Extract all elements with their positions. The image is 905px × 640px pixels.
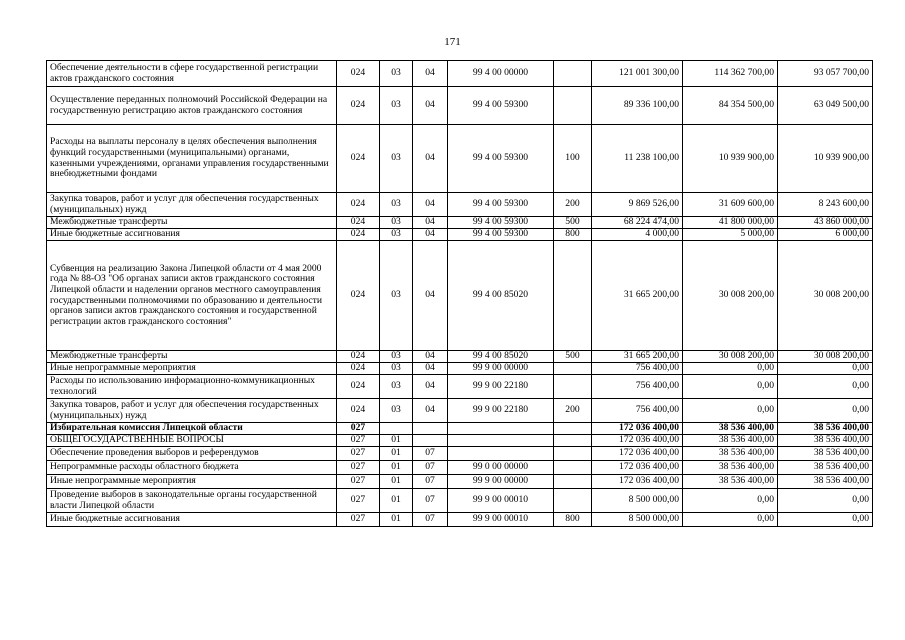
section-code-cell: 03 [380, 375, 413, 399]
expense-type-cell: 800 [554, 229, 592, 241]
budget-table [46, 60, 873, 527]
row-name-cell: ОБЩЕГОСУДАРСТВЕННЫЕ ВОПРОСЫ [47, 435, 337, 447]
subsection-code-cell: 04 [413, 375, 448, 399]
ministry-code-cell: 024 [337, 363, 380, 375]
table-row [47, 193, 873, 217]
ministry-code-cell: 024 [337, 241, 380, 351]
amount-year2-cell: 0,00 [683, 489, 778, 513]
expense-type-cell [554, 489, 592, 513]
table-row [47, 447, 873, 461]
subsection-code-cell: 07 [413, 489, 448, 513]
target-article-cell: 99 9 00 00000 [448, 363, 554, 375]
amount-year3-cell: 38 536 400,00 [778, 461, 873, 475]
amount-year3-cell: 0,00 [778, 513, 873, 527]
amount-year2-cell: 0,00 [683, 375, 778, 399]
expense-type-cell [554, 435, 592, 447]
table-row [47, 513, 873, 527]
table-row [47, 475, 873, 489]
ministry-code-cell: 024 [337, 229, 380, 241]
target-article-cell [448, 423, 554, 435]
amount-year3-cell: 0,00 [778, 363, 873, 375]
amount-year3-cell: 30 008 200,00 [778, 241, 873, 351]
amount-year1-cell: 68 224 474,00 [592, 217, 683, 229]
subsection-code-cell: 07 [413, 461, 448, 475]
amount-year1-cell: 172 036 400,00 [592, 447, 683, 461]
ministry-code-cell: 024 [337, 193, 380, 217]
target-article-cell: 99 9 00 00010 [448, 513, 554, 527]
expense-type-cell [554, 61, 592, 87]
amount-year1-cell: 756 400,00 [592, 399, 683, 423]
subsection-code-cell: 07 [413, 475, 448, 489]
amount-year2-cell: 0,00 [683, 363, 778, 375]
subsection-code-cell: 04 [413, 61, 448, 87]
table-row [47, 375, 873, 399]
subsection-code-cell: 07 [413, 447, 448, 461]
row-name-cell: Иные бюджетные ассигнования [47, 229, 337, 241]
amount-year3-cell: 38 536 400,00 [778, 423, 873, 435]
ministry-code-cell: 024 [337, 351, 380, 363]
table-row [47, 87, 873, 125]
ministry-code-cell: 027 [337, 435, 380, 447]
amount-year1-cell: 172 036 400,00 [592, 475, 683, 489]
ministry-code-cell: 024 [337, 125, 380, 193]
row-name-cell: Избирательная комиссия Липецкой области [47, 423, 337, 435]
target-article-cell: 99 9 00 22180 [448, 399, 554, 423]
table-row [47, 489, 873, 513]
table-row [47, 363, 873, 375]
subsection-code-cell: 07 [413, 513, 448, 527]
row-name-cell: Расходы по использованию информационно-коммуникационных технологий [47, 375, 337, 399]
amount-year2-cell: 31 609 600,00 [683, 193, 778, 217]
expense-type-cell [554, 447, 592, 461]
target-article-cell [448, 435, 554, 447]
row-name-cell: Закупка товаров, работ и услуг для обеспечения государственных (муниципальных) нужд [47, 399, 337, 423]
target-article-cell: 99 4 00 00000 [448, 61, 554, 87]
section-code-cell: 03 [380, 125, 413, 193]
section-code-cell: 01 [380, 475, 413, 489]
amount-year3-cell: 10 939 900,00 [778, 125, 873, 193]
table-row [47, 61, 873, 87]
amount-year1-cell: 121 001 300,00 [592, 61, 683, 87]
amount-year2-cell: 41 800 000,00 [683, 217, 778, 229]
table-body [47, 61, 873, 527]
amount-year1-cell: 31 665 200,00 [592, 241, 683, 351]
target-article-cell: 99 9 00 00010 [448, 489, 554, 513]
expense-type-cell: 500 [554, 217, 592, 229]
amount-year2-cell: 30 008 200,00 [683, 241, 778, 351]
section-code-cell: 03 [380, 61, 413, 87]
section-code-cell: 01 [380, 447, 413, 461]
target-article-cell: 99 9 00 00000 [448, 475, 554, 489]
amount-year3-cell: 6 000,00 [778, 229, 873, 241]
row-name-cell: Иные непрограммные мероприятия [47, 475, 337, 489]
amount-year1-cell: 9 869 526,00 [592, 193, 683, 217]
section-code-cell [380, 423, 413, 435]
target-article-cell: 99 9 00 22180 [448, 375, 554, 399]
row-name-cell: Непрограммные расходы областного бюджета [47, 461, 337, 475]
ministry-code-cell: 024 [337, 399, 380, 423]
target-article-cell: 99 4 00 59300 [448, 87, 554, 125]
amount-year1-cell: 172 036 400,00 [592, 435, 683, 447]
amount-year3-cell: 93 057 700,00 [778, 61, 873, 87]
expense-type-cell [554, 375, 592, 399]
amount-year3-cell: 30 008 200,00 [778, 351, 873, 363]
row-name-cell: Осуществление переданных полномочий Российской Федерации на государственную регистрацию актов гражданского состояния [47, 87, 337, 125]
table-row [47, 229, 873, 241]
subsection-code-cell: 04 [413, 87, 448, 125]
expense-type-cell: 200 [554, 193, 592, 217]
amount-year3-cell: 38 536 400,00 [778, 447, 873, 461]
amount-year3-cell: 38 536 400,00 [778, 435, 873, 447]
row-name-cell: Обеспечение проведения выборов и референдумов [47, 447, 337, 461]
row-name-cell: Субвенция на реализацию Закона Липецкой области от 4 мая 2000 года № 88-ОЗ "Об органах записи актов гражданского состояния Липецкой области и наделении органов местного самоуправления государственными полномочиями по образованию и деятельности органов записи актов гражданского состояния и государственной регистрации актов гражданского состояния" [47, 241, 337, 351]
amount-year2-cell: 38 536 400,00 [683, 461, 778, 475]
amount-year1-cell: 31 665 200,00 [592, 351, 683, 363]
row-name-cell: Обеспечение деятельности в сфере государственной регистрации актов гражданского состояния [47, 61, 337, 87]
amount-year1-cell: 756 400,00 [592, 375, 683, 399]
ministry-code-cell: 027 [337, 423, 380, 435]
amount-year3-cell: 43 860 000,00 [778, 217, 873, 229]
subsection-code-cell [413, 435, 448, 447]
target-article-cell: 99 4 00 59300 [448, 217, 554, 229]
ministry-code-cell: 027 [337, 447, 380, 461]
section-code-cell: 03 [380, 87, 413, 125]
amount-year1-cell: 4 000,00 [592, 229, 683, 241]
row-name-cell: Межбюджетные трансферты [47, 217, 337, 229]
subsection-code-cell: 04 [413, 351, 448, 363]
expense-type-cell [554, 461, 592, 475]
section-code-cell: 03 [380, 193, 413, 217]
amount-year1-cell: 172 036 400,00 [592, 461, 683, 475]
row-name-cell: Иные непрограммные мероприятия [47, 363, 337, 375]
row-name-cell: Проведение выборов в законодательные органы государственной власти Липецкой области [47, 489, 337, 513]
amount-year2-cell: 114 362 700,00 [683, 61, 778, 87]
subsection-code-cell [413, 423, 448, 435]
amount-year1-cell: 11 238 100,00 [592, 125, 683, 193]
table-row [47, 435, 873, 447]
amount-year3-cell: 0,00 [778, 375, 873, 399]
table-row [47, 125, 873, 193]
row-name-cell: Иные бюджетные ассигнования [47, 513, 337, 527]
amount-year2-cell: 10 939 900,00 [683, 125, 778, 193]
amount-year1-cell: 172 036 400,00 [592, 423, 683, 435]
amount-year1-cell: 756 400,00 [592, 363, 683, 375]
ministry-code-cell: 027 [337, 489, 380, 513]
expense-type-cell [554, 241, 592, 351]
target-article-cell: 99 4 00 85020 [448, 241, 554, 351]
section-code-cell: 01 [380, 489, 413, 513]
amount-year2-cell: 38 536 400,00 [683, 435, 778, 447]
amount-year2-cell: 38 536 400,00 [683, 447, 778, 461]
section-code-cell: 03 [380, 363, 413, 375]
amount-year2-cell: 0,00 [683, 513, 778, 527]
row-name-cell: Закупка товаров, работ и услуг для обеспечения государственных (муниципальных) нужд [47, 193, 337, 217]
subsection-code-cell: 04 [413, 399, 448, 423]
subsection-code-cell: 04 [413, 193, 448, 217]
amount-year3-cell: 38 536 400,00 [778, 475, 873, 489]
target-article-cell: 99 4 00 85020 [448, 351, 554, 363]
amount-year1-cell: 8 500 000,00 [592, 513, 683, 527]
ministry-code-cell: 024 [337, 217, 380, 229]
amount-year2-cell: 38 536 400,00 [683, 475, 778, 489]
section-code-cell: 03 [380, 399, 413, 423]
amount-year2-cell: 30 008 200,00 [683, 351, 778, 363]
expense-type-cell [554, 87, 592, 125]
amount-year2-cell: 38 536 400,00 [683, 423, 778, 435]
page-number: 171 [444, 36, 461, 48]
target-article-cell [448, 447, 554, 461]
subsection-code-cell: 04 [413, 217, 448, 229]
ministry-code-cell: 024 [337, 61, 380, 87]
table-row [47, 241, 873, 351]
expense-type-cell: 500 [554, 351, 592, 363]
amount-year3-cell: 0,00 [778, 399, 873, 423]
table-row [47, 461, 873, 475]
amount-year3-cell: 0,00 [778, 489, 873, 513]
ministry-code-cell: 027 [337, 513, 380, 527]
expense-type-cell [554, 475, 592, 489]
subsection-code-cell: 04 [413, 125, 448, 193]
expense-type-cell: 800 [554, 513, 592, 527]
row-name-cell: Расходы на выплаты персоналу в целях обеспечения выполнения функций государственными (муниципальными) органами, казенными учреждениями, органами управления государственными внебюджетными фондами [47, 125, 337, 193]
section-code-cell: 03 [380, 217, 413, 229]
ministry-code-cell: 027 [337, 475, 380, 489]
table-row [47, 217, 873, 229]
target-article-cell: 99 0 00 00000 [448, 461, 554, 475]
target-article-cell: 99 4 00 59300 [448, 229, 554, 241]
amount-year2-cell: 5 000,00 [683, 229, 778, 241]
amount-year2-cell: 0,00 [683, 399, 778, 423]
section-code-cell: 01 [380, 513, 413, 527]
table-row [47, 423, 873, 435]
subsection-code-cell: 04 [413, 241, 448, 351]
table-row [47, 351, 873, 363]
expense-type-cell [554, 423, 592, 435]
target-article-cell: 99 4 00 59300 [448, 125, 554, 193]
row-name-cell: Межбюджетные трансферты [47, 351, 337, 363]
ministry-code-cell: 027 [337, 461, 380, 475]
amount-year1-cell: 8 500 000,00 [592, 489, 683, 513]
section-code-cell: 01 [380, 461, 413, 475]
table-row [47, 399, 873, 423]
expense-type-cell: 100 [554, 125, 592, 193]
target-article-cell: 99 4 00 59300 [448, 193, 554, 217]
section-code-cell: 01 [380, 435, 413, 447]
ministry-code-cell: 024 [337, 375, 380, 399]
section-code-cell: 03 [380, 229, 413, 241]
amount-year3-cell: 8 243 600,00 [778, 193, 873, 217]
ministry-code-cell: 024 [337, 87, 380, 125]
section-code-cell: 03 [380, 241, 413, 351]
amount-year3-cell: 63 049 500,00 [778, 87, 873, 125]
subsection-code-cell: 04 [413, 229, 448, 241]
subsection-code-cell: 04 [413, 363, 448, 375]
section-code-cell: 03 [380, 351, 413, 363]
expense-type-cell: 200 [554, 399, 592, 423]
amount-year1-cell: 89 336 100,00 [592, 87, 683, 125]
amount-year2-cell: 84 354 500,00 [683, 87, 778, 125]
expense-type-cell [554, 363, 592, 375]
